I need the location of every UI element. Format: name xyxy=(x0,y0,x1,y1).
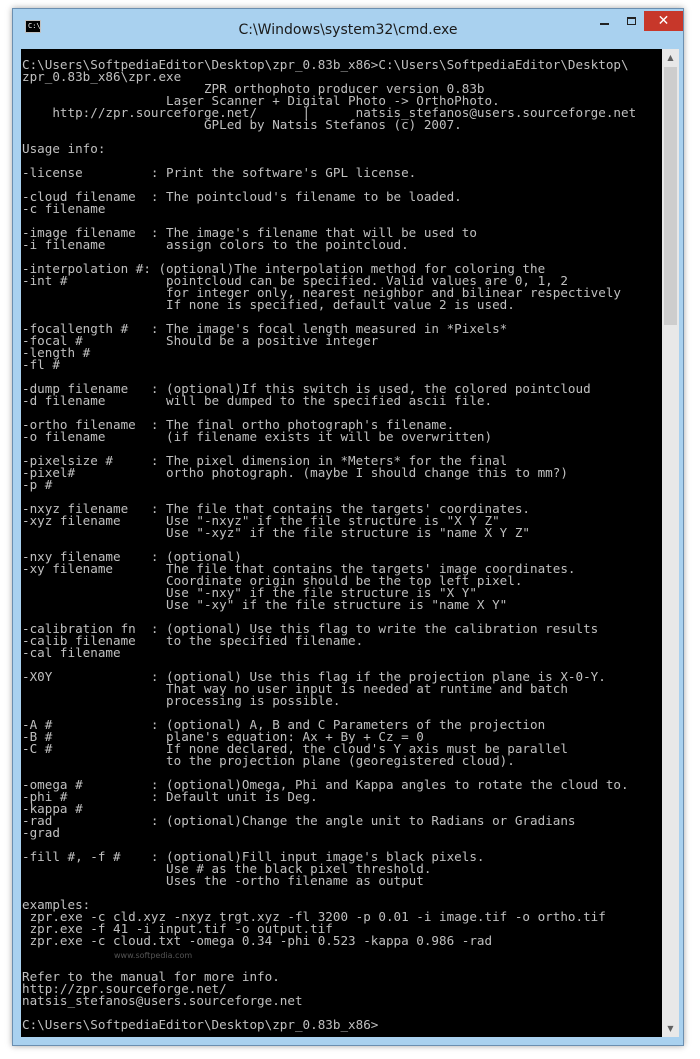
console-line: natsis_stefanos@users.sourceforge.net xyxy=(22,993,303,1008)
console-line: Uses the -ortho filename as output xyxy=(22,873,424,888)
console-line: -length # xyxy=(22,345,91,360)
console-text xyxy=(21,49,662,1031)
console-line: -d filename will be dumped to the specified ascii file. xyxy=(22,393,493,408)
console-line: -rad : (optional)Change the angle unit to Radians or Gradians xyxy=(22,813,576,828)
cmd-icon[interactable]: C:\ xyxy=(25,20,41,33)
maximize-button[interactable] xyxy=(618,11,644,31)
console-line: Usage info: xyxy=(22,141,106,156)
console-line: -interpolation #: (optional)The interpolation method for coloring the xyxy=(22,261,546,276)
console-line: -cal filename xyxy=(22,645,121,660)
scroll-thumb[interactable] xyxy=(664,67,677,325)
console-line: -X0Y : (optional) Use this flag if the projection plane is X-0-Y. xyxy=(22,669,606,684)
console-line: C:\Users\SoftpediaEditor\Desktop\zpr_0.83b_x86>C:\Users\SoftpediaEditor\Desktop\ xyxy=(22,57,629,72)
console-line: -calib filename to the specified filename. xyxy=(22,633,364,648)
console-line: -omega # : (optional)Omega, Phi and Kappa angles to rotate the cloud to. xyxy=(22,777,629,792)
console-line: zpr.exe -c cloud.txt -omega 0.34 -phi 0.523 -kappa 0.986 -rad xyxy=(22,933,493,948)
console-line: -xyz filename Use "-nxyz" if the file structure is "X Y Z" xyxy=(22,513,500,528)
console-line: examples: xyxy=(22,897,91,912)
console-line: zpr.exe -f 41 -i input.tif -o output.tif xyxy=(22,921,333,936)
console-line: If none is specified, default value 2 is used. xyxy=(22,297,515,312)
console-line: Laser Scanner + Digital Photo -> OrthoPhoto. xyxy=(22,93,500,108)
console-line: -phi # : Default unit is Deg. xyxy=(22,789,318,804)
window-title: C:\Windows\system32\cmd.exe xyxy=(238,22,458,38)
console-line: -dump filename : (optional)If this switch is used, the colored pointcloud xyxy=(22,381,591,396)
console-line: -license : Print the software's GPL license. xyxy=(22,165,417,180)
scroll-down-arrow-icon[interactable]: ▼ xyxy=(667,1024,674,1033)
console-line: C:\Users\SoftpediaEditor\Desktop\zpr_0.83b_x86> xyxy=(22,1017,379,1032)
console-line: -c filename xyxy=(22,201,106,216)
console-line: Use "-xyz" if the file structure is "name X Y Z" xyxy=(22,525,530,540)
console-line: zpr.exe -c cld.xyz -nxyz trgt.xyz -fl 3200 -p 0.01 -i image.tif -o ortho.tif xyxy=(22,909,606,924)
console-line: for integer only, nearest neighbor and bilinear respectively xyxy=(22,285,621,300)
vertical-scrollbar[interactable] xyxy=(662,49,679,1037)
console-line: -p # xyxy=(22,477,53,492)
console-line: -pixel# ortho photograph. (maybe I should change this to mm?) xyxy=(22,465,568,480)
console-line: -fill #, -f # : (optional)Fill input image's black pixels. xyxy=(22,849,485,864)
console-line: Use # as the black pixel threshold. xyxy=(22,861,432,876)
cmd-window xyxy=(12,8,684,1046)
console-line: -int # pointcloud can be specified. Valid values are 0, 1, 2 xyxy=(22,273,568,288)
console-line: http://zpr.sourceforge.net/ xyxy=(22,981,227,996)
console-line: -o filename (if filename exists it will be overwritten) xyxy=(22,429,493,444)
console-line: zpr_0.83b_x86\zpr.exe xyxy=(22,69,182,84)
console-output[interactable] xyxy=(21,49,662,1037)
console-line: http://zpr.sourceforge.net/ | natsis_stefanos@users.sourceforge.net xyxy=(22,105,637,120)
console-line: Refer to the manual for more info. xyxy=(22,969,280,984)
console-line: -ortho filename : The final ortho photograph's filename. xyxy=(22,417,455,432)
console-line: -calibration fn : (optional) Use this flag to write the calibration results xyxy=(22,621,599,636)
console-line: That way no user input is needed at runtime and batch xyxy=(22,681,568,696)
minimize-icon xyxy=(600,23,609,25)
console-line: GPLed by Natsis Stefanos (c) 2007. xyxy=(22,117,462,132)
close-icon: ✕ xyxy=(657,13,670,29)
console-line: -focallength # : The image's focal length measured in *Pixels* xyxy=(22,321,508,336)
console-line: -C # If none declared, the cloud's Y axis must be parallel xyxy=(22,741,568,756)
console-line: ZPR orthophoto producer version 0.83b xyxy=(22,81,485,96)
console-line: processing is possible. xyxy=(22,693,341,708)
title-bar[interactable] xyxy=(13,9,683,49)
console-line: Use "-nxy" if the file structure is "X Y" xyxy=(22,585,477,600)
maximize-icon xyxy=(627,17,636,25)
console-line: -nxy filename : (optional) xyxy=(22,549,242,564)
minimize-button[interactable] xyxy=(591,11,618,31)
console-line: -cloud filename : The pointcloud's filename to be loaded. xyxy=(22,189,462,204)
console-line: to the projection plane (georegistered cloud). xyxy=(22,753,515,768)
console-line: -nxyz filename : The file that contains the targets' coordinates. xyxy=(22,501,530,516)
close-button[interactable] xyxy=(644,11,683,31)
console-line: -fl # xyxy=(22,357,60,372)
console-line: -A # : (optional) A, B and C Parameters of the projection xyxy=(22,717,546,732)
console-line: -image filename : The image's filename that will be used to xyxy=(22,225,477,240)
console-line: -focal # Should be a positive integer xyxy=(22,333,379,348)
console-line: -pixelsize # : The pixel dimension in *Meters* for the final xyxy=(22,453,508,468)
console-line: -B # plane's equation: Ax + By + Cz = 0 xyxy=(22,729,424,744)
console-line: Coordinate origin should be the top left pixel. xyxy=(22,573,523,588)
console-line: Use "-xy" if the file structure is "name X Y" xyxy=(22,597,508,612)
scroll-up-arrow-icon[interactable]: ▲ xyxy=(667,53,674,62)
console-line: -xy filename The file that contains the targets' image coordinates. xyxy=(22,561,576,576)
console-line: -grad xyxy=(22,825,60,840)
watermark-text: www.softpedia.com xyxy=(114,951,193,960)
console-line: -i filename assign colors to the pointcloud. xyxy=(22,237,409,252)
console-line: -kappa # xyxy=(22,801,83,816)
